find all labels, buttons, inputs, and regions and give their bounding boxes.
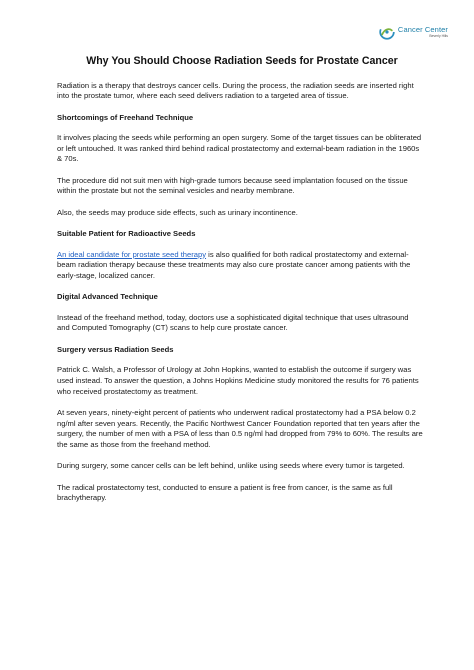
- paragraph: During surgery, some cancer cells can be left behind, unlike using seeds where every tumor is targeted.: [57, 461, 405, 471]
- logo-sub: Beverly Hills: [429, 33, 448, 38]
- section-heading-digital: Digital Advanced Technique: [57, 292, 158, 302]
- section-heading-suitable-patient: Suitable Patient for Radioactive Seeds: [57, 229, 196, 239]
- paragraph: It involves placing the seeds while performing an open surgery. Some of the target tissues can be obliterated or left untouched. It was ranked third behind radical prostatectomy and external-beam radiation in the 1960s & 70s.: [57, 133, 422, 164]
- section-heading-surgery-vs-seeds: Surgery versus Radiation Seeds: [57, 344, 174, 354]
- section-heading-freehand: Shortcomings of Freehand Technique: [57, 112, 194, 122]
- logo-swirl-icon: [379, 24, 395, 40]
- document-title: Why You Should Choose Radiation Seeds for Prostate Cancer: [86, 55, 398, 67]
- intro-paragraph: Radiation is a therapy that destroys cancer cells. During the process, the radiation seeds are inserted right into the prostate tumor, where each seed delivers radiation to a targeted area of tissue.: [57, 80, 414, 101]
- paragraph-text: is also qualified for both radical prostatectomy and external-beam radiation therapy because these treatments may also cure prostate cancer among patients with the early-stage, localized cancer.: [57, 249, 411, 280]
- document-body: [57, 56, 423, 515]
- logo-name: Cancer Center: [397, 25, 448, 35]
- paragraph: Also, the seeds may produce side effects, such as urinary incontinence.: [57, 207, 298, 217]
- paragraph: The radical prostatectomy test, conducted to ensure a patient is free from cancer, is the same as full brachytherapy.: [57, 482, 393, 503]
- prostate-seed-therapy-link[interactable]: An ideal candidate for prostate seed therapy: [57, 249, 207, 259]
- paragraph: The procedure did not suit men with high-grade tumors because seed implantation focused on the tissue within the prostate but not the seminal vesicles and nearby membrane.: [57, 175, 408, 196]
- cancer-center-logo: [379, 24, 448, 40]
- paragraph: At seven years, ninety-eight percent of patients who underwent radical prostatectomy had a PSA below 0.2 ng/ml after seven years. Recently, the Pacific Northwest Cancer Foundation reported that ten years after the surgery, the number of men with a PSA of less than 0.5 ng/ml had dropped from 79% to 60%. The results are the same as those from the freehand method.: [57, 408, 423, 449]
- paragraph: Instead of the freehand method, today, doctors use a sophisticated digital technique that uses ultrasound and Computed Tomography (CT) scans to help cure prostate cancer.: [57, 312, 409, 333]
- paragraph: Patrick C. Walsh, a Professor of Urology at John Hopkins, wanted to establish the outcome if surgery was used instead. To answer the question, a Johns Hopkins Medicine study monitored the results for 76 patients who received prostatectomy as treatment.: [57, 365, 419, 396]
- paragraph: [57, 250, 423, 282]
